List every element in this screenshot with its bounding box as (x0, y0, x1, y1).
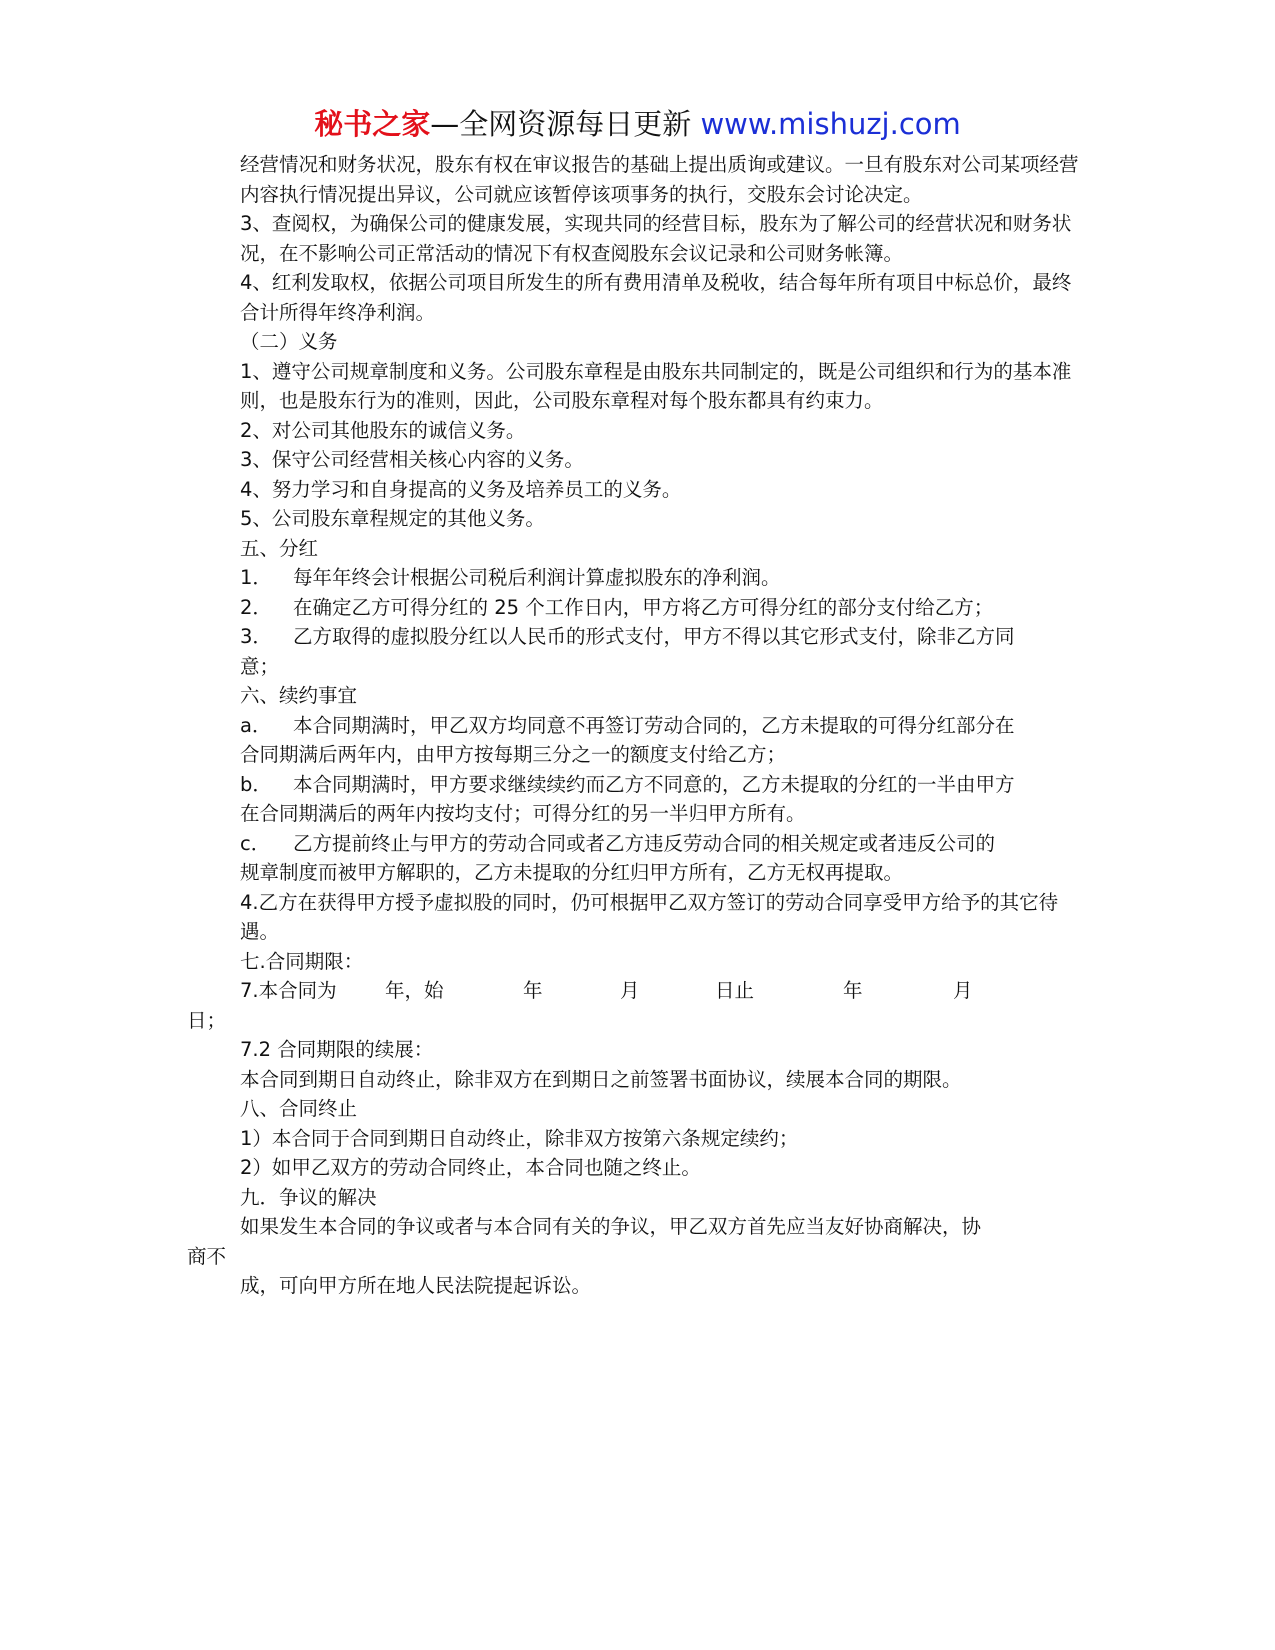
list-marker: 2． (240, 595, 272, 619)
term-text: 月 (620, 979, 640, 1002)
list-item-renewal-c (240, 829, 1080, 859)
document-body (187, 150, 1080, 1301)
section-term-heading: 七.合同期限： (240, 949, 364, 973)
term-line-continuation: 日； (187, 1008, 227, 1032)
paragraph-obligation-1: 1、遵守公司规章制度和义务。公司股东章程是由股东共同制定的，既是公司组织和行为的基本准则，也是股东行为的准则，因此，公司股东章程对每个股东都具有约束力。 (240, 359, 1072, 412)
site-url-link[interactable]: www.mishuzj.com (700, 107, 961, 141)
list-item-continuation: 意； (240, 654, 280, 678)
paragraph-dispute-end: 成，可向甲方所在地人民法院提起诉讼。 (240, 1274, 592, 1297)
term-text: 年，始 (385, 979, 444, 1002)
paragraph-termination-2: 2）如甲乙双方的劳动合同终止，本合同也随之终止。 (240, 1156, 701, 1179)
paragraph-obligation-2: 2、对公司其他股东的诚信义务。 (240, 418, 526, 442)
list-item-dividend-1 (240, 563, 1080, 593)
section-term-extension-heading: 7.2 合同期限的续展： (240, 1038, 434, 1061)
list-item-dividend-3 (240, 622, 1080, 652)
list-text: 乙方取得的虚拟股分红以人民币的形式支付，甲方不得以其它形式支付，除非乙方同 (293, 625, 1015, 648)
list-marker: c． (240, 831, 271, 855)
header-tagline: —全网资源每日更新 (430, 107, 701, 141)
paragraph-inspection-right: 3、查阅权，为确保公司的健康发展，实现共同的经营目标，股东为了解公司的经营状况和财务状况，在不影响公司正常活动的情况下有权查阅股东会议记录和公司财务帐簿。 (240, 212, 1072, 265)
section-obligations-heading: （二）义务 (240, 330, 338, 353)
paragraph-obligation-5: 5、公司股东章程规定的其他义务。 (240, 507, 545, 530)
list-marker: b． (240, 772, 272, 796)
term-text: 日止 (715, 979, 755, 1002)
site-brand: 秘书之家 (314, 107, 431, 141)
paragraph-obligation-4: 4、努力学习和自身提高的义务及培养员工的义务。 (240, 477, 682, 501)
contract-term-line (240, 976, 1080, 1006)
paragraph-supervision: 经营情况和财务状况，股东有权在审议报告的基础上提出质询或建议。一旦有股东对公司某项经营内容执行情况提出异议，公司就应该暂停该项事务的执行，交股东会讨论决定。 (240, 153, 1079, 206)
page-header (0, 104, 1275, 144)
paragraph-dispute: 如果发生本合同的争议或者与本合同有关的争议，甲乙双方首先应当友好协商解决，协 (240, 1215, 982, 1238)
section-dividend-heading: 五、分红 (240, 536, 319, 560)
section-renewal-heading: 六、续约事宜 (240, 684, 358, 707)
term-text: 7.本合同为 (240, 979, 337, 1002)
paragraph-other-benefits: 4.乙方在获得甲方授予虚拟股的同时，仍可根据甲乙双方签订的劳动合同享受甲方给予的其它待遇。 (240, 890, 1059, 943)
list-marker: 1． (240, 566, 272, 589)
list-text: 在确定乙方可得分红的 25 个工作日内，甲方将乙方可得分红的部分支付给乙方； (293, 595, 994, 619)
term-text: 月 (953, 979, 973, 1002)
term-text: 年 (523, 979, 543, 1002)
list-text: 每年年终会计根据公司税后利润计算虚拟股东的净利润。 (293, 566, 781, 589)
section-dispute-heading: 九．争议的解决 (240, 1185, 377, 1209)
list-item-dividend-2 (240, 593, 1080, 623)
section-termination-heading: 八、合同终止 (240, 1097, 358, 1120)
paragraph-obligation-3: 3、保守公司经营相关核心内容的义务。 (240, 448, 584, 471)
list-item-continuation: 在合同期满后的两年内按均支付；可得分红的另一半归甲方所有。 (240, 802, 806, 825)
list-text: 乙方提前终止与甲方的劳动合同或者乙方违反劳动合同的相关规定或者违反公司的 (293, 831, 996, 855)
list-marker: 3． (240, 625, 272, 648)
list-text: 本合同期满时，甲乙双方均同意不再签订劳动合同的，乙方未提取的可得分红部分在 (293, 713, 1015, 737)
term-text: 年 (843, 979, 863, 1002)
list-item-continuation: 规章制度而被甲方解职的，乙方未提取的分红归甲方所有，乙方无权再提取。 (240, 861, 904, 884)
list-item-renewal-b (240, 770, 1080, 800)
paragraph-dividend-right: 4、红利发取权，依据公司项目所发生的所有费用清单及税收，结合每年所有项目中标总价，最终合计所得年终净利润。 (240, 271, 1072, 324)
dispute-continuation: 商不 (187, 1244, 227, 1268)
list-item-renewal-a (240, 711, 1080, 741)
list-marker: a． (240, 713, 272, 737)
list-text: 本合同期满时，甲方要求继续续约而乙方不同意的，乙方未提取的分红的一半由甲方 (293, 772, 1015, 796)
list-item-continuation: 合同期满后两年内，由甲方按每期三分之一的额度支付给乙方； (240, 743, 787, 766)
paragraph-termination-1: 1）本合同于合同到期日自动终止，除非双方按第六条规定续约； (240, 1126, 799, 1150)
paragraph-term-extension: 本合同到期日自动终止，除非双方在到期日之前签署书面协议，续展本合同的期限。 (240, 1067, 962, 1091)
